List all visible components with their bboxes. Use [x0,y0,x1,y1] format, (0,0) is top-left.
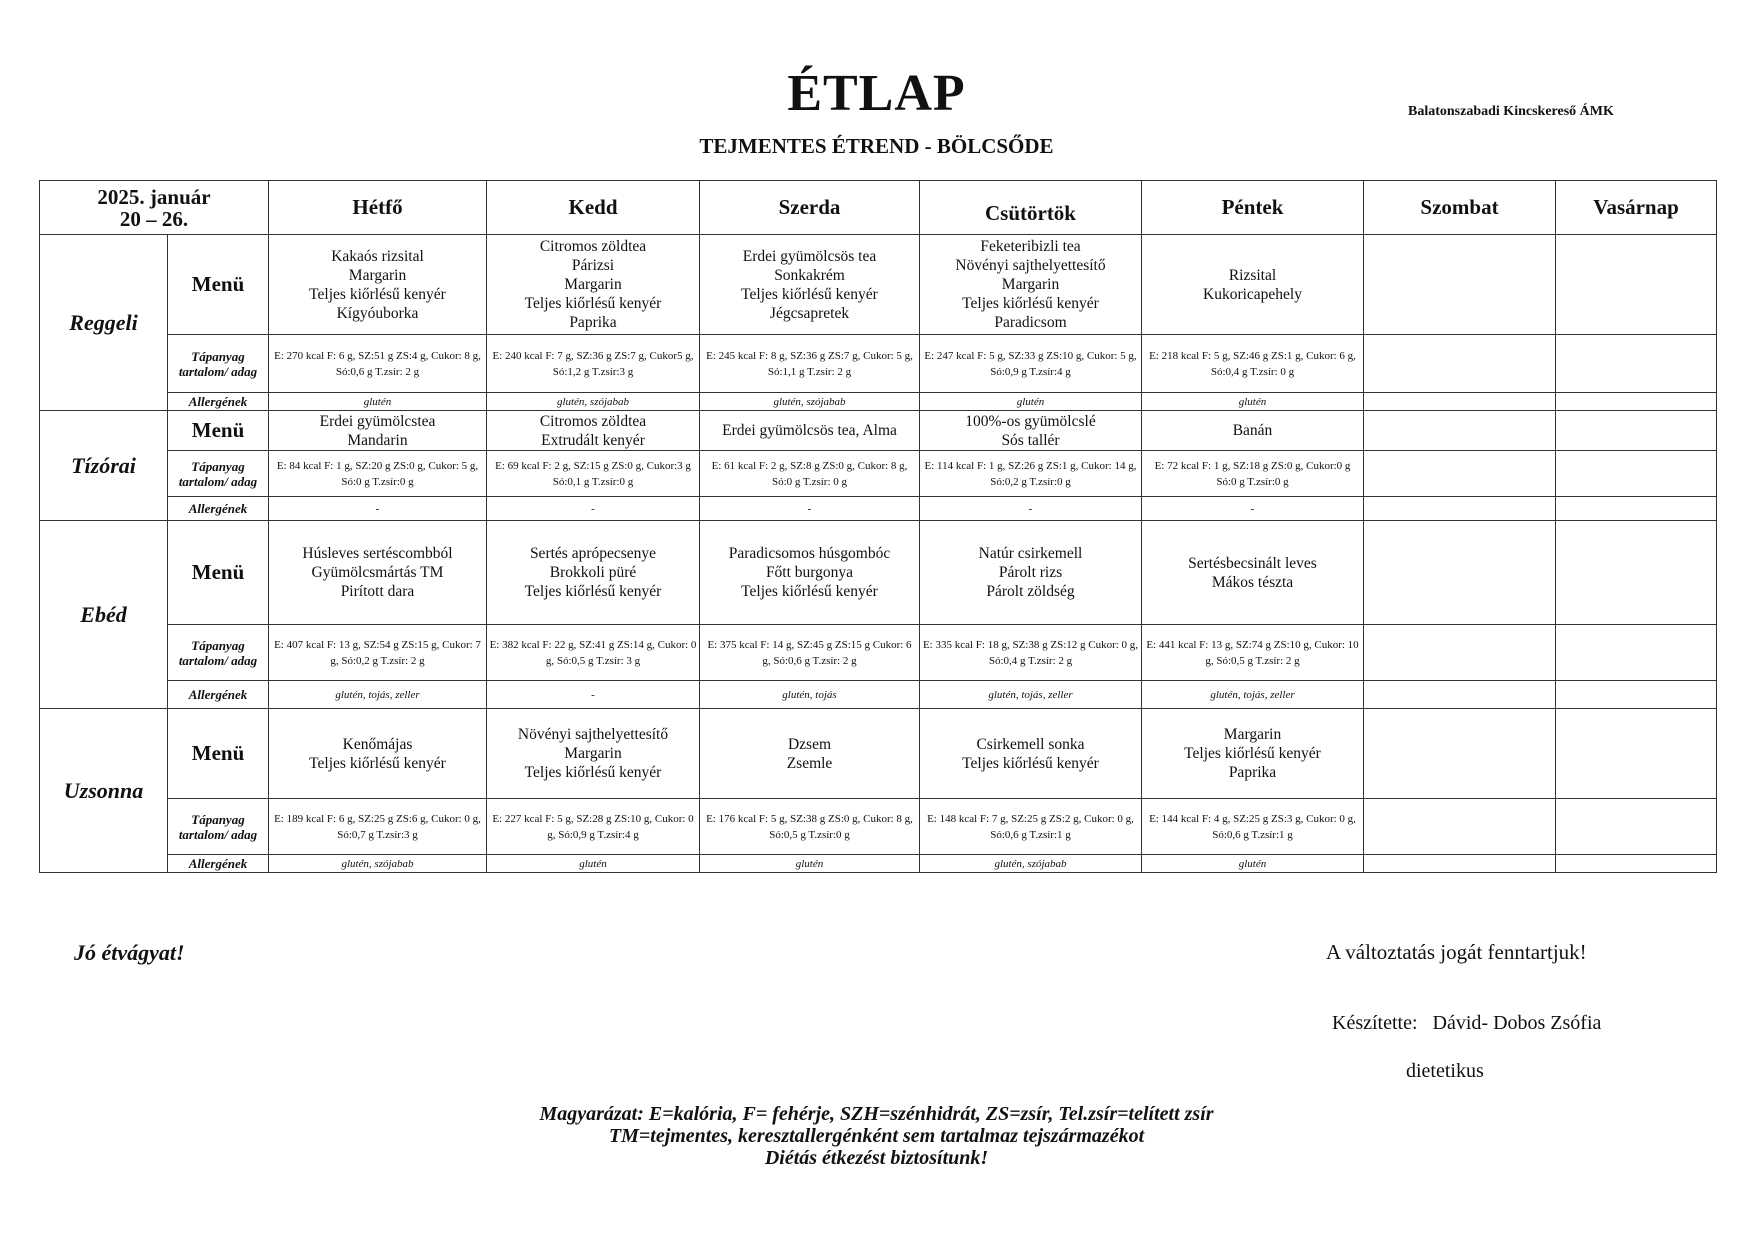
allergen-cell: glutén [700,855,920,873]
prepared-by [1332,1012,1601,1035]
menu-table [39,180,1717,873]
nutrition-cell [1364,625,1556,681]
nutrition-cell: E: 240 kcal F: 7 g, SZ:36 g ZS:7 g, Cukor5 g, Só:1,2 g T.zsír:3 g [487,335,700,393]
nutrition-cell: E: 335 kcal F: 18 g, SZ:38 g ZS:12 g Cukor: 0 g, Só:0,4 g T.zsír: 2 g [920,625,1142,681]
date-month: 2025. január [97,184,211,209]
meal-row-menu [40,411,1717,451]
nutrition-label: Tápanyag tartalom/ adag [168,799,269,855]
menu-cell [1364,709,1556,799]
meal-row-menu [40,709,1717,799]
menu-cell: Erdei gyümölcsös tea, Alma [700,411,920,451]
day-header-friday: Péntek [1142,181,1364,235]
menu-cell [1364,411,1556,451]
menu-cell: Paradicsomos húsgombóc Főtt burgonya Teljes kiőrlésű kenyér [700,521,920,625]
allergen-cell: glutén, szójabab [700,393,920,411]
nutrition-cell: E: 407 kcal F: 13 g, SZ:54 g ZS:15 g, Cukor: 7 g, Só:0,2 g T.zsír: 2 g [269,625,487,681]
greeting: Jó étvágyat! [74,940,185,965]
meal-row-allergens [40,681,1717,709]
nutrition-cell [1364,799,1556,855]
menu-cell [1556,709,1717,799]
allergen-cell: glutén [1142,393,1364,411]
menu-cell: Sertés aprópecsenye Brokkoli püré Teljes kiőrlésű kenyér [487,521,700,625]
nutrition-cell: E: 72 kcal F: 1 g, SZ:18 g ZS:0 g, Cukor:0 g Só:0 g T.zsír:0 g [1142,451,1364,497]
menu-cell: Erdei gyümölcstea Mandarin [269,411,487,451]
meal-row-allergens [40,497,1717,521]
allergen-cell: - [487,497,700,521]
menu-cell: Kakaós rizsital Margarin Teljes kiőrlésű kenyér Kígyóuborka [269,235,487,335]
meal-row-menu [40,521,1717,625]
page-title: ÉTLAP [787,65,966,122]
nutrition-cell [1556,625,1717,681]
menu-cell: Banán [1142,411,1364,451]
nutrition-cell [1556,451,1717,497]
menu-cell: Sertésbecsinált leves Mákos tészta [1142,521,1364,625]
menu-cell: Kenőmájas Teljes kiőrlésű kenyér [269,709,487,799]
nutrition-cell [1556,799,1717,855]
nutrition-cell: E: 218 kcal F: 5 g, SZ:46 g ZS:1 g, Cukor: 6 g, Só:0,4 g T.zsír: 0 g [1142,335,1364,393]
meal-row-allergens [40,393,1717,411]
explanation-line-3: Diétás étkezést biztosítunk! [764,1147,989,1169]
nutrition-cell [1364,335,1556,393]
menu-label: Menü [168,709,269,799]
menu-cell: Margarin Teljes kiőrlésű kenyér Paprika [1142,709,1364,799]
allergen-cell: glutén, szójabab [920,855,1142,873]
menu-cell: Citromos zöldtea Párizsi Margarin Teljes kiőrlésű kenyér Paprika [487,235,700,335]
menu-cell [1556,521,1717,625]
day-header-saturday: Szombat [1364,181,1556,235]
day-header-thursday: Csütörtök [920,181,1142,235]
organization-name: Balatonszabadi Kincskereső ÁMK [1408,104,1614,119]
nutrition-cell: E: 382 kcal F: 22 g, SZ:41 g ZS:14 g, Cukor: 0 g, Só:0,5 g T.zsír: 3 g [487,625,700,681]
menu-label: Menü [168,235,269,335]
allergen-cell: glutén, szójabab [269,855,487,873]
meal-row-nutrition [40,625,1717,681]
menu-cell: Dzsem Zsemle [700,709,920,799]
allergen-cell: glutén, tojás, zeller [1142,681,1364,709]
allergen-cell: glutén, tojás [700,681,920,709]
nutrition-cell [1556,335,1717,393]
page-subtitle: TEJMENTES ÉTREND - BÖLCSŐDE [699,134,1054,158]
menu-label: Menü [168,521,269,625]
menu-cell: 100%-os gyümölcslé Sós tallér [920,411,1142,451]
nutrition-cell: E: 69 kcal F: 2 g, SZ:15 g ZS:0 g, Cukor:3 g Só:0,1 g T.zsír:0 g [487,451,700,497]
nutrition-cell: E: 61 kcal F: 2 g, SZ:8 g ZS:0 g, Cukor: 8 g, Só:0 g T.zsír: 0 g [700,451,920,497]
allergens-label: Allergének [168,681,269,709]
nutrition-label: Tápanyag tartalom/ adag [168,625,269,681]
allergen-cell: glutén [487,855,700,873]
allergen-cell: - [920,497,1142,521]
header-row [40,181,1717,235]
menu-cell: Citromos zöldtea Extrudált kenyér [487,411,700,451]
preparer-role: dietetikus [1406,1060,1484,1082]
allergen-cell [1364,681,1556,709]
allergen-cell [1364,393,1556,411]
meal-name: Reggeli [40,235,168,411]
date-range-cell [40,181,269,235]
menu-cell [1364,521,1556,625]
reserve-notice: A változtatás jogát fenntartjuk! [1326,940,1587,964]
nutrition-cell: E: 189 kcal F: 6 g, SZ:25 g ZS:6 g, Cukor: 0 g, Só:0,7 g T.zsír:3 g [269,799,487,855]
explanation-line-2: TM=tejmentes, keresztallergénként sem tartalmaz tejszármazékot [608,1125,1145,1147]
nutrition-cell: E: 176 kcal F: 5 g, SZ:38 g ZS:0 g, Cukor: 8 g, Só:0,5 g T.zsír:0 g [700,799,920,855]
nutrition-cell: E: 375 kcal F: 14 g, SZ:45 g ZS:15 g Cukor: 6 g, Só:0,6 g T.zsír: 2 g [700,625,920,681]
allergens-label: Allergének [168,393,269,411]
allergen-cell [1364,497,1556,521]
menu-label: Menü [168,411,269,451]
menu-cell: Húsleves sertéscombból Gyümölcsmártás TM Pirított dara [269,521,487,625]
nutrition-cell: E: 84 kcal F: 1 g, SZ:20 g ZS:0 g, Cukor: 5 g, Só:0 g T.zsír:0 g [269,451,487,497]
menu-cell: Növényi sajthelyettesítő Margarin Teljes kiőrlésű kenyér [487,709,700,799]
explanation-line-1: Magyarázat: E=kalória, F= fehérje, SZH=szénhidrát, ZS=zsír, Tel.zsír=telített zsír [539,1103,1214,1125]
allergen-cell: glutén, tojás, zeller [920,681,1142,709]
day-header-wednesday: Szerda [700,181,920,235]
allergen-cell: - [269,497,487,521]
allergen-cell [1556,681,1717,709]
allergen-cell: glutén, tojás, zeller [269,681,487,709]
nutrition-cell [1364,451,1556,497]
allergen-cell: - [487,681,700,709]
allergens-label: Allergének [168,497,269,521]
menu-cell: Erdei gyümölcsös tea Sonkakrém Teljes kiőrlésű kenyér Jégcsapretek [700,235,920,335]
menu-cell [1556,411,1717,451]
nutrition-cell: E: 441 kcal F: 13 g, SZ:74 g ZS:10 g, Cukor: 10 g, Só:0,5 g T.zsír: 2 g [1142,625,1364,681]
nutrition-cell: E: 270 kcal F: 6 g, SZ:51 g ZS:4 g, Cukor: 8 g, Só:0,6 g T.zsír: 2 g [269,335,487,393]
allergen-cell [1556,497,1717,521]
meal-row-nutrition [40,451,1717,497]
allergen-cell [1556,393,1717,411]
allergen-cell [1556,855,1717,873]
allergen-cell: glutén [269,393,487,411]
nutrition-cell: E: 245 kcal F: 8 g, SZ:36 g ZS:7 g, Cukor: 5 g, Só:1,1 g T.zsír: 2 g [700,335,920,393]
nutrition-label: Tápanyag tartalom/ adag [168,335,269,393]
allergen-cell: glutén, szójabab [487,393,700,411]
nutrition-cell: E: 114 kcal F: 1 g, SZ:26 g ZS:1 g, Cukor: 14 g, Só:0,2 g T.zsír:0 g [920,451,1142,497]
nutrition-label: Tápanyag tartalom/ adag [168,451,269,497]
day-header-tuesday: Kedd [487,181,700,235]
meal-row-allergens [40,855,1717,873]
nutrition-cell: E: 247 kcal F: 5 g, SZ:33 g ZS:10 g, Cukor: 5 g, Só:0,9 g T.zsír:4 g [920,335,1142,393]
menu-cell: Csirkemell sonka Teljes kiőrlésű kenyér [920,709,1142,799]
day-header-monday: Hétfő [269,181,487,235]
meal-row-nutrition [40,799,1717,855]
meal-name: Uzsonna [40,709,168,873]
prepared-name: Dávid- Dobos Zsófia [1432,1012,1602,1034]
menu-cell [1364,235,1556,335]
allergen-cell: - [700,497,920,521]
date-days: 20 – 26. [119,206,189,231]
allergen-cell: - [1142,497,1364,521]
allergen-cell: glutén [920,393,1142,411]
meal-row-menu [40,235,1717,335]
menu-cell: Rizsital Kukoricapehely [1142,235,1364,335]
allergens-label: Allergének [168,855,269,873]
menu-body [40,235,1717,873]
nutrition-cell: E: 227 kcal F: 5 g, SZ:28 g ZS:10 g, Cukor: 0 g, Só:0,9 g T.zsír:4 g [487,799,700,855]
nutrition-cell: E: 144 kcal F: 4 g, SZ:25 g ZS:3 g, Cukor: 0 g, Só:0,6 g T.zsír:1 g [1142,799,1364,855]
explanation-block [0,1103,1753,1169]
meal-name: Ebéd [40,521,168,709]
day-header-sunday: Vasárnap [1556,181,1717,235]
allergen-cell: glutén [1142,855,1364,873]
meal-name: Tízórai [40,411,168,521]
meal-row-nutrition [40,335,1717,393]
prepared-label: Készítette: [1332,1012,1418,1034]
menu-cell: Natúr csirkemell Párolt rizs Párolt zöldség [920,521,1142,625]
allergen-cell [1364,855,1556,873]
menu-cell [1556,235,1717,335]
menu-cell: Feketeribizli tea Növényi sajthelyettesítő Margarin Teljes kiőrlésű kenyér Paradicsom [920,235,1142,335]
nutrition-cell: E: 148 kcal F: 7 g, SZ:25 g ZS:2 g, Cukor: 0 g, Só:0,6 g T.zsír:1 g [920,799,1142,855]
